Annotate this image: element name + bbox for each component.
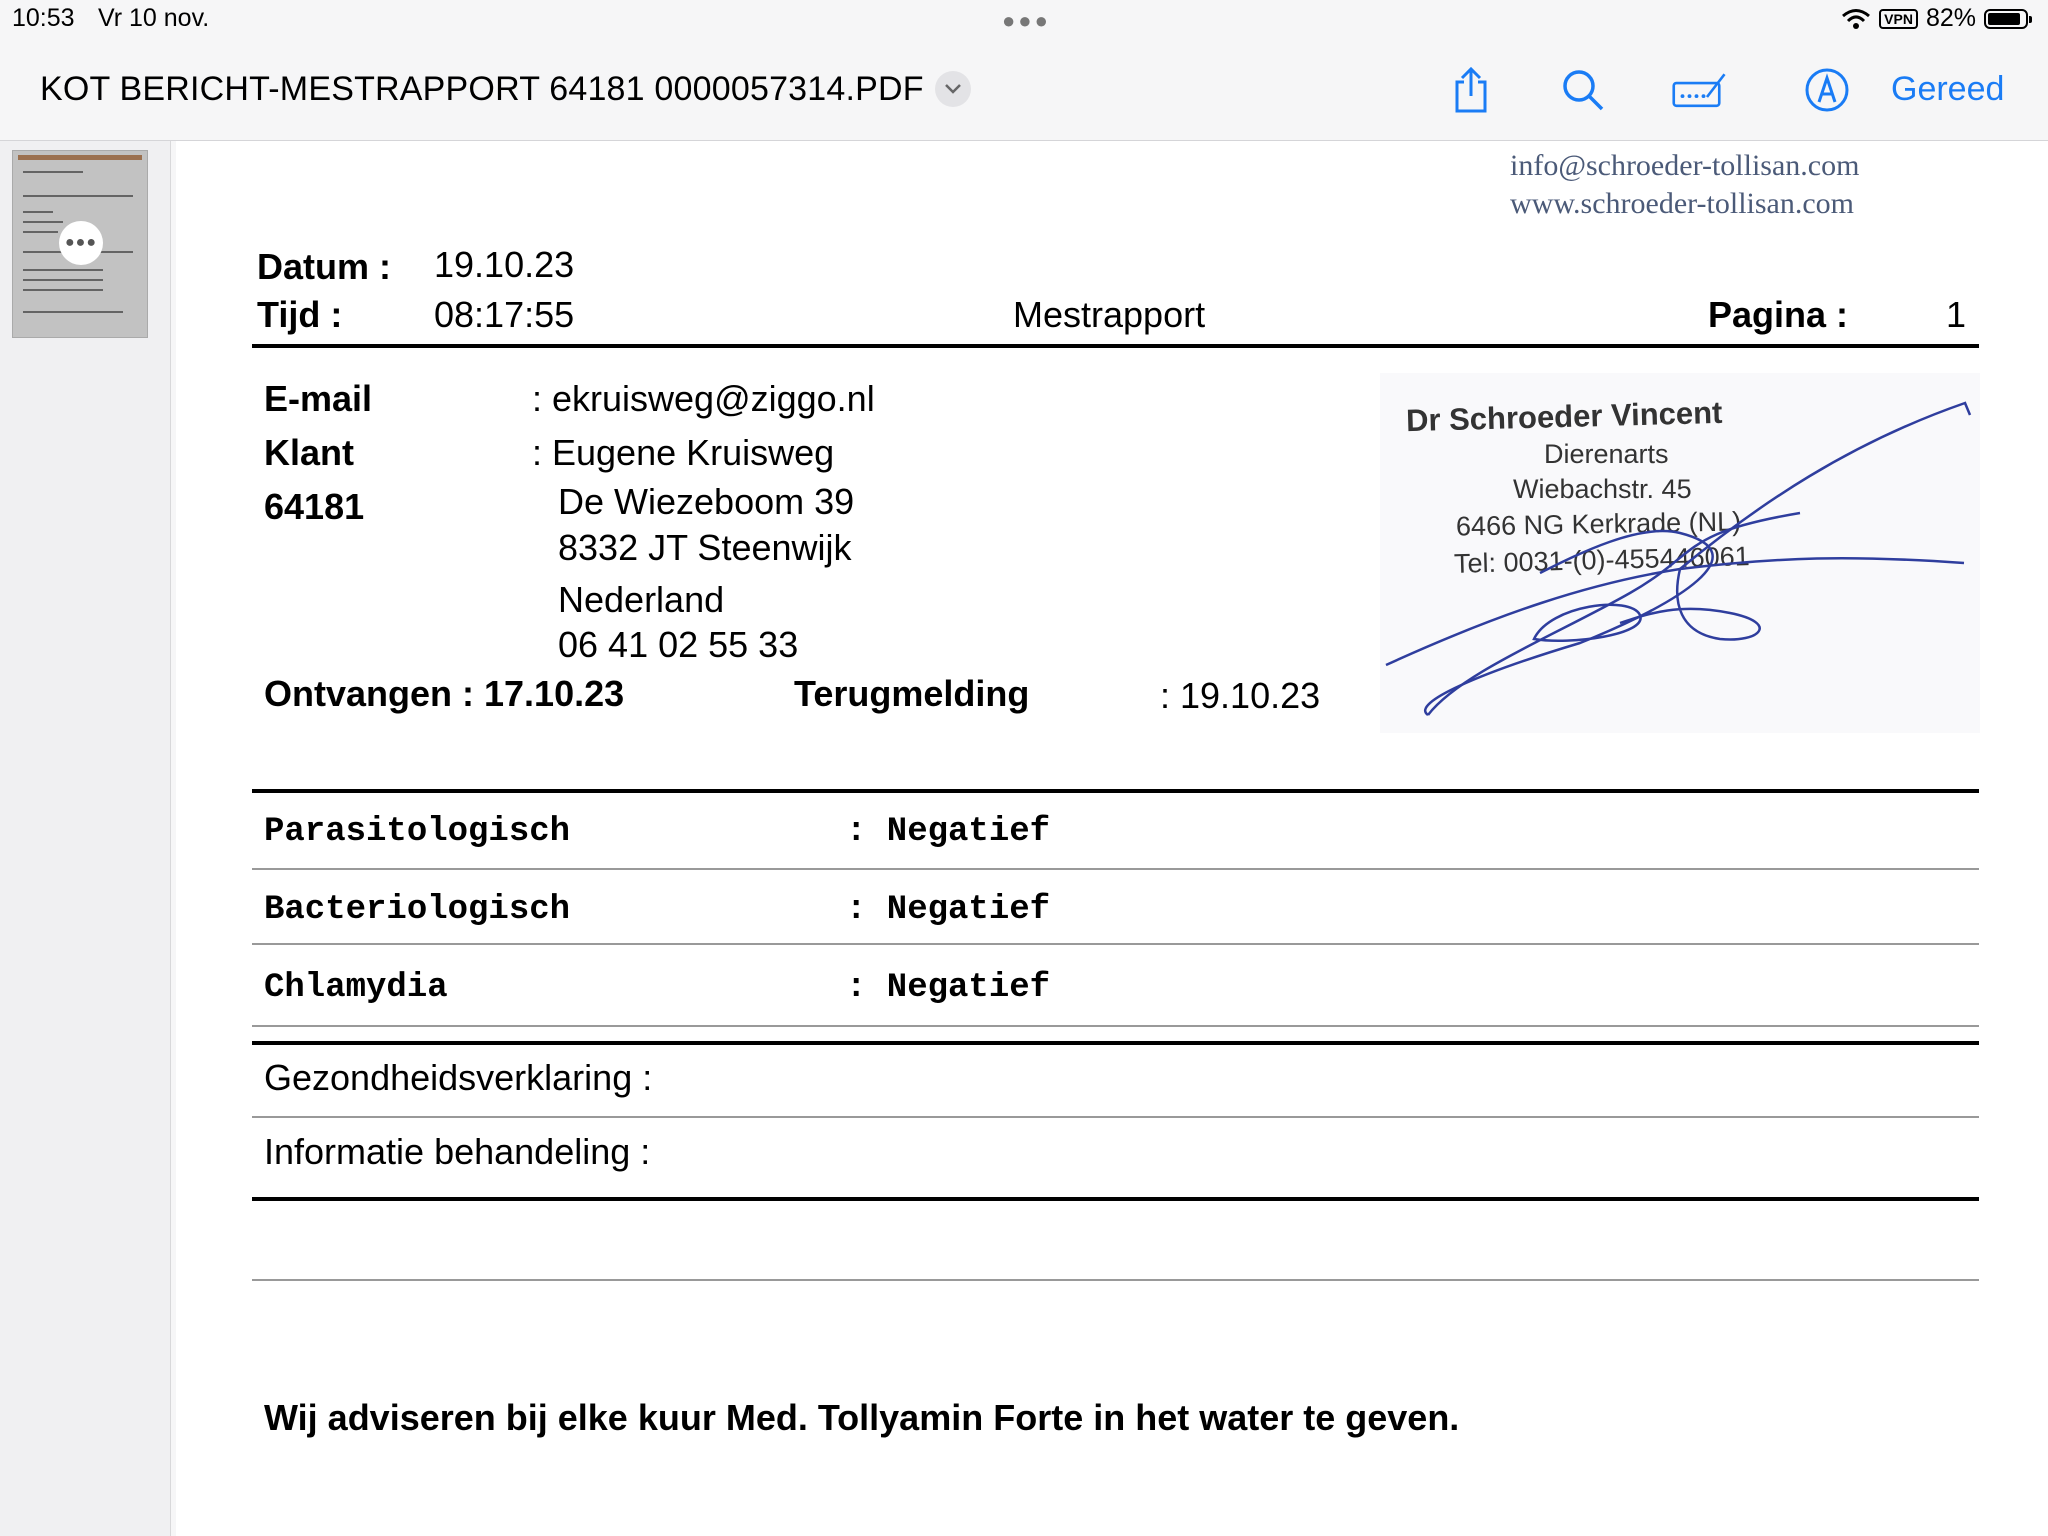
advice-text: Wij adviseren bij elke kuur Med. Tollyamin Forte in het water te geven. — [264, 1397, 1460, 1438]
phone-number: 06 41 02 55 33 — [558, 624, 799, 665]
row-divider — [252, 868, 1979, 870]
results-divider-bottom — [252, 1041, 1979, 1045]
signature-drawing — [1380, 373, 1980, 733]
header-divider — [252, 344, 1979, 348]
row-divider — [252, 943, 1979, 945]
more-options-icon[interactable]: ●●● — [59, 221, 103, 265]
datum-value: 19.10.23 — [434, 244, 575, 285]
stamp-title: Dierenarts — [1544, 439, 1669, 469]
result-value: : Negatief — [846, 969, 1051, 1007]
result-value: : Negatief — [846, 813, 1051, 851]
terugmelding-value: : 19.10.23 — [1160, 675, 1321, 716]
result-label: Bacteriologisch — [264, 891, 571, 929]
stamp-street: Wiebachstr. 45 — [1513, 474, 1692, 504]
email-label: E-mail — [264, 378, 373, 419]
status-date: Vr 10 nov. — [98, 4, 210, 32]
stamp-city: 6466 NG Kerkrade (NL) — [1455, 506, 1742, 542]
informatie-behandeling-label: Informatie behandeling : — [264, 1131, 651, 1172]
terugmelding-label: Terugmelding — [794, 673, 1030, 714]
address-country: Nederland — [558, 579, 725, 620]
document-title[interactable]: KOT BERICHT-MESTRAPPORT 64181 0000057314.PDF — [40, 70, 924, 108]
ontvangen: Ontvangen : 17.10.23 — [264, 673, 625, 714]
stamp-tel: Tel: 0031-(0)-455446061 — [1453, 541, 1751, 579]
company-website[interactable]: www.schroeder-tollisan.com — [1510, 187, 1855, 220]
row-divider — [252, 1116, 1979, 1118]
toolbar — [0, 40, 2048, 141]
pdf-page — [176, 141, 2048, 1536]
page-thumbnail[interactable] — [12, 150, 148, 338]
status-time: 10:53 — [12, 4, 75, 32]
section-divider — [252, 1197, 1979, 1201]
customer-number: 64181 — [264, 486, 365, 527]
klant-value: : Eugene Kruisweg — [532, 432, 835, 473]
vet-stamp — [1380, 373, 1980, 733]
status-indicators — [1841, 4, 2028, 33]
markup-pen-icon[interactable] — [1672, 64, 1728, 116]
pagina-label: Pagina : — [1708, 294, 1849, 335]
email-value: : ekruisweg@ziggo.nl — [532, 378, 875, 419]
klant-label: Klant — [264, 432, 354, 473]
tijd-label: Tijd : — [257, 294, 343, 335]
battery-icon — [1984, 9, 2028, 29]
thumbnail-sidebar — [0, 141, 171, 1536]
multitasking-dots[interactable]: ●●● — [1002, 8, 1051, 33]
report-title: Mestrapport — [1013, 294, 1206, 335]
wifi-icon — [1841, 8, 1871, 30]
vpn-badge: VPN — [1879, 9, 1918, 29]
row-divider — [252, 1025, 1979, 1027]
status-bar — [0, 0, 2048, 40]
done-button[interactable]: Gereed — [1891, 70, 2005, 108]
datum-label: Datum : — [257, 246, 391, 287]
pagina-value: 1 — [1946, 294, 1967, 335]
search-icon[interactable] — [1555, 64, 1611, 116]
result-label: Chlamydia — [264, 969, 448, 1007]
annotate-icon[interactable] — [1799, 64, 1855, 116]
share-icon[interactable] — [1443, 64, 1499, 116]
gezondheidsverklaring-label: Gezondheidsverklaring : — [264, 1057, 653, 1098]
address-line-2: 8332 JT Steenwijk — [558, 527, 852, 568]
result-value: : Negatief — [846, 891, 1051, 929]
tijd-value: 08:17:55 — [434, 294, 575, 335]
row-divider — [252, 1279, 1979, 1281]
results-divider-top — [252, 789, 1979, 793]
stamp-name: Dr Schroeder Vincent — [1405, 394, 1723, 439]
company-email[interactable]: info@schroeder-tollisan.com — [1510, 149, 1860, 182]
battery-percent: 82% — [1925, 4, 1976, 32]
chevron-down-icon[interactable] — [935, 71, 971, 107]
address-line-1: De Wiezeboom 39 — [558, 481, 855, 522]
result-label: Parasitologisch — [264, 813, 571, 851]
